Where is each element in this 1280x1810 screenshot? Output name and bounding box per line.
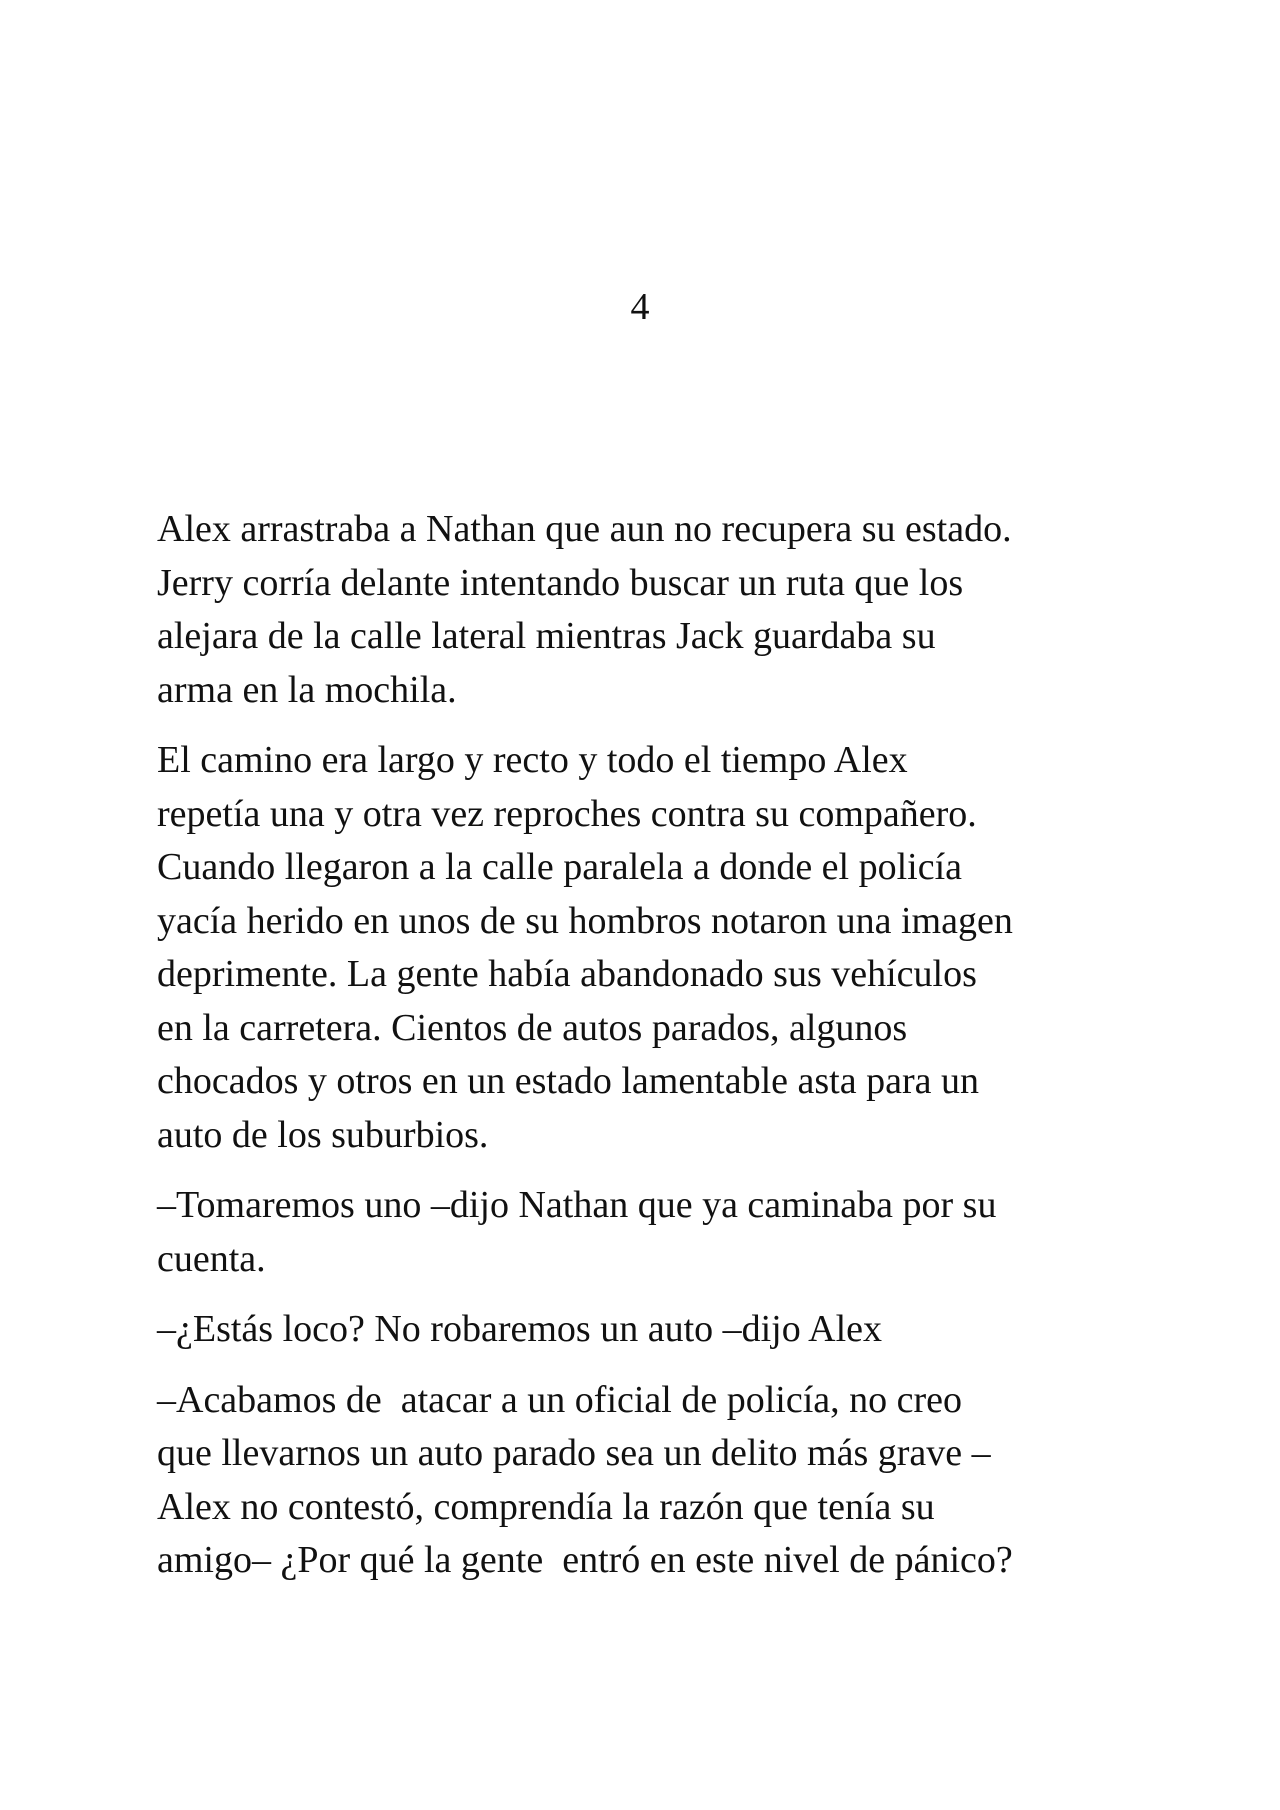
text-line: alejara de la calle lateral mientras Jack guardaba su (157, 615, 936, 657)
text-line: deprimente. La gente había abandonado sus vehículos (157, 953, 977, 995)
text-line: repetía una y otra vez reproches contra su compañero. (157, 792, 977, 835)
text-line: yacía herido en unos de su hombros notaron una imagen (157, 899, 1013, 942)
text-line: amigo– ¿Por qué la gente entró en este nivel de pánico? (157, 1539, 1013, 1581)
text-line: –¿Estás loco? No robaremos un auto –dijo Alex (157, 1308, 883, 1350)
chapter-number: 4 (630, 286, 650, 328)
paragraph-1 (157, 503, 1157, 717)
text-line: Cuando llegaron a la calle paralela a donde el policía (157, 846, 963, 888)
paragraph-2 (157, 734, 1157, 1162)
text-line: Alex arrastraba a Nathan que aun no recupera su estado. (157, 508, 1012, 550)
paragraph-4 (157, 1303, 1157, 1357)
text-line: –Acabamos de atacar a un oficial de policía, no creo (157, 1378, 963, 1421)
paragraph-3 (157, 1179, 1157, 1286)
paragraph-5 (157, 1374, 1157, 1588)
text-line: El camino era largo y recto y todo el tiempo Alex (157, 739, 908, 781)
text-line: auto de los suburbios. (157, 1113, 489, 1156)
text-line: –Tomaremos uno –dijo Nathan que ya caminaba por su (157, 1184, 997, 1226)
text-line: cuenta. (157, 1237, 266, 1280)
text-line: Alex no contestó, comprendía la razón que tenía su (157, 1485, 935, 1528)
text-line: en la carretera. Cientos de autos parados, algunos (157, 1006, 908, 1049)
body-text (157, 503, 1157, 1605)
text-line: Jerry corría delante intentando buscar un ruta que los (157, 561, 964, 604)
text-line: arma en la mochila. (157, 668, 457, 711)
text-line: que llevarnos un auto parado sea un delito más grave – (157, 1432, 991, 1474)
text-line: chocados y otros en un estado lamentable asta para un (157, 1060, 979, 1102)
